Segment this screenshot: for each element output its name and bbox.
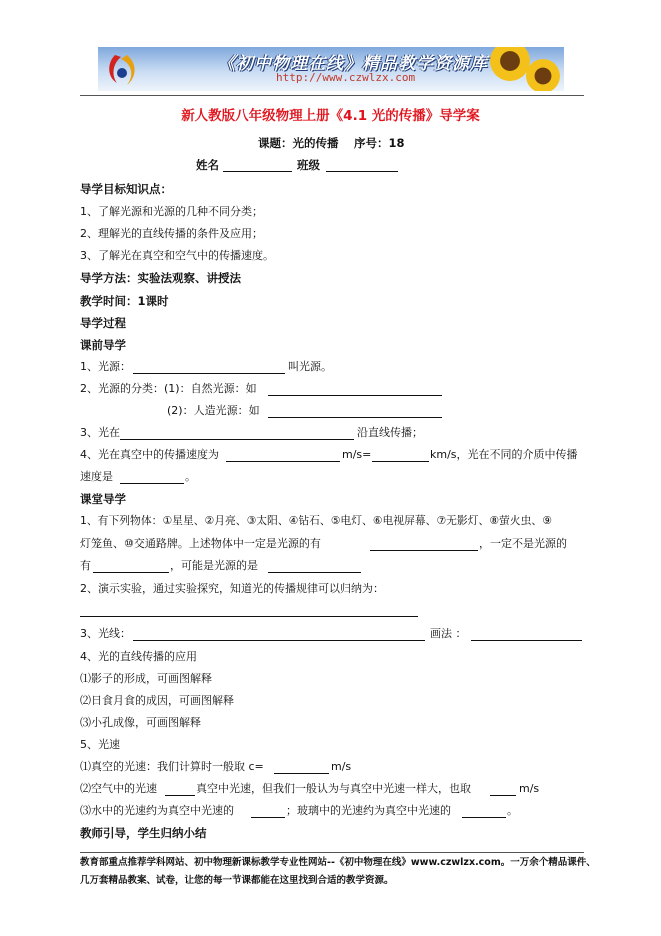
answer-blank	[165, 795, 195, 796]
document-title: 新人教版八年级物理上册《4.1 光的传播》导学案	[181, 108, 480, 124]
answer-blank	[490, 795, 516, 796]
cls-q3-b: 画法 ：	[430, 627, 467, 640]
answer-blank	[372, 461, 429, 462]
objectives-heading: 导学目标知识点：	[80, 182, 172, 196]
pre-q3: 3、光在	[80, 426, 120, 439]
footer-rule	[80, 852, 584, 853]
subject-line: 课题：光的传播 序号：18	[258, 136, 405, 150]
pre-class-heading: 课前导学	[80, 338, 126, 352]
pre-q4-c: km/s，光在不同的介质中传播	[430, 448, 578, 461]
cls-q4: 4、光的直线传播的应用	[80, 650, 197, 663]
answer-blank	[133, 640, 425, 641]
pre-q4: 4、光在真空中的传播速度为	[80, 448, 219, 461]
banner-title: 《初中物理在线》精品教学资源库	[218, 54, 488, 74]
cls-q3: 3、光线：	[80, 627, 131, 640]
footer-line-1: 教育部重点推荐学科网站、初中物理新课标教学专业性网站--《初中物理在线》www.czwlzx.com。一万余个精品课件、	[80, 857, 596, 868]
objective-item: 1、了解光源和光源的几种不同分类；	[80, 205, 263, 218]
header-banner	[98, 47, 564, 91]
cls-q4-1: ⑴影子的形成，可画图解释	[80, 672, 212, 685]
cls-q5-3-b: ；玻璃中的光速约为真空中光速的	[286, 804, 451, 817]
header-rule	[80, 95, 584, 96]
teaching-time: 教学时间：1课时	[80, 294, 169, 308]
banner-url: http://www.czwlzx.com	[276, 71, 416, 84]
pre-q2-b: (2)：人造光源：如	[167, 404, 260, 417]
cls-q1-line3-b: ，可能是光源的是	[170, 559, 258, 572]
answer-blank	[93, 572, 169, 573]
cls-q5-3-c: 。	[507, 804, 518, 817]
cls-q5: 5、光速	[80, 738, 120, 751]
process-heading: 导学过程	[80, 316, 126, 330]
pre-q3-end: 沿直线传播；	[357, 426, 423, 439]
objective-item: 2、理解光的直线传播的条件及应用；	[80, 227, 263, 240]
sunflower-icon	[526, 59, 560, 91]
answer-blank	[274, 773, 329, 774]
pre-q1: 1、光源：	[80, 360, 131, 373]
pre-q4-d: 速度是	[80, 470, 113, 483]
cls-q5-3: ⑶水中的光速约为真空中光速的	[80, 804, 234, 817]
cls-q5-2-b: 真空中光速，但我们一般认为与真空中光速一样大，也取	[196, 782, 471, 795]
answer-blank	[268, 417, 442, 418]
cls-q5-1: ⑴真空的光速：我们计算时一般取 c=	[80, 760, 264, 773]
pre-q2: 2、光源的分类：(1)：自然光源：如	[80, 382, 257, 395]
class-label: 班级	[297, 158, 320, 172]
answer-blank	[370, 550, 478, 551]
answer-blank	[120, 439, 354, 440]
in-class-heading: 课堂导学	[80, 492, 126, 506]
answer-blank	[120, 483, 184, 484]
cls-q1-line3: 有	[80, 559, 91, 572]
cls-q4-2: ⑵日食月食的成因，可画图解释	[80, 694, 234, 707]
sunflower-icon	[490, 47, 530, 81]
answer-blank	[80, 616, 418, 617]
answer-blank	[226, 461, 340, 462]
cls-q1-line2: 灯笼鱼、⑩交通路牌。上述物体中一定是光源的有	[80, 537, 321, 550]
footer-line-2: 几万套精品教案、试卷，让您的每一节课都能在这里找到合适的教学资源。	[80, 875, 394, 886]
cls-q5-2-unit: m/s	[519, 782, 540, 795]
name-blank	[223, 171, 292, 172]
answer-blank	[462, 817, 506, 818]
answer-blank	[251, 817, 285, 818]
pre-q4-e: 。	[185, 470, 196, 483]
cls-q5-1-unit: m/s	[331, 760, 352, 773]
pre-q4-unit: m/s=	[342, 448, 372, 461]
cls-q1-line2-b: ，一定不是光源的	[479, 537, 567, 550]
name-label: 姓名	[196, 158, 219, 172]
cls-q4-3: ⑶小孔成像，可画图解释	[80, 716, 201, 729]
answer-blank	[471, 640, 582, 641]
answer-blank	[133, 373, 285, 374]
class-blank	[326, 171, 398, 172]
cls-q1-line1: 1、有下列物体：①星星、②月亮、③太阳、④钻石、⑤电灯、⑥电视屏幕、⑦无影灯、⑧萤火虫、⑨	[80, 514, 552, 527]
summary-heading: 教师引导，学生归纳小结	[80, 826, 207, 840]
answer-blank	[268, 572, 361, 573]
cls-q2: 2、演示实验，通过实验探究，知道光的传播规律可以归纳为：	[80, 582, 384, 595]
teaching-method: 导学方法：实验法观察、讲授法	[80, 271, 241, 285]
cls-q5-2: ⑵空气中的光速	[80, 782, 157, 795]
pre-q1-end: 叫光源。	[288, 360, 332, 373]
objective-item: 3、了解光在真空和空气中的传播速度。	[80, 249, 274, 262]
answer-blank	[268, 395, 442, 396]
site-logo-icon	[101, 49, 145, 89]
